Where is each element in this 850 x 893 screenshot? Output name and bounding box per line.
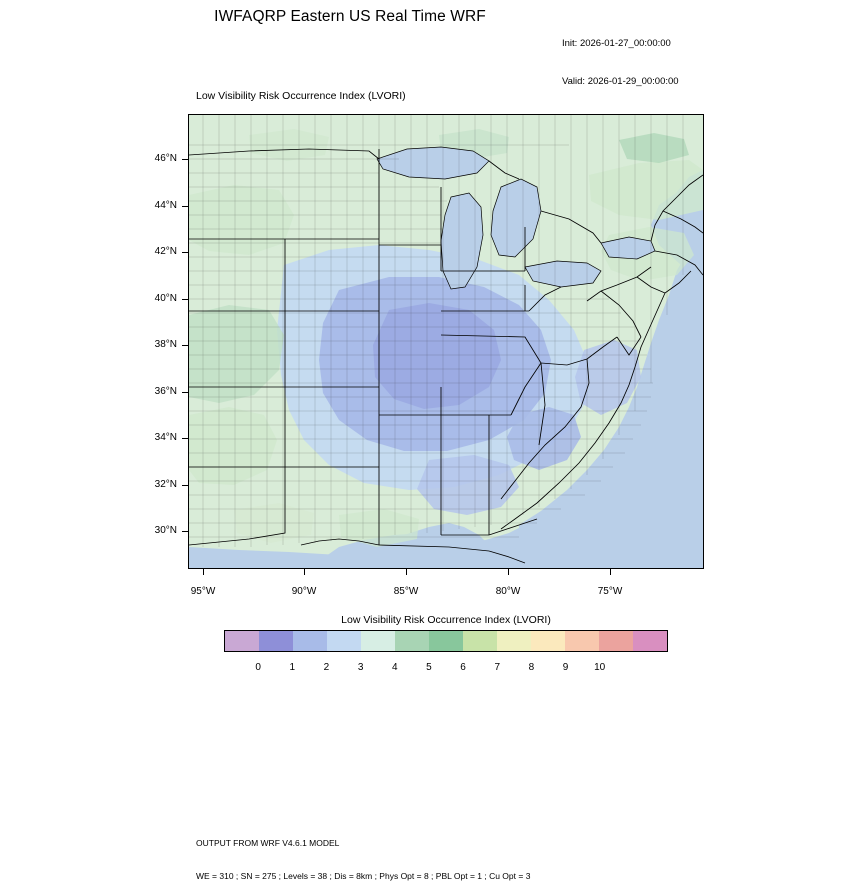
colorbar-tick-4: 4 xyxy=(391,662,398,673)
ytick-mark xyxy=(182,392,188,393)
colorbar-tick-0: 0 xyxy=(255,662,261,673)
colorbar-tick-10: 10 xyxy=(594,662,606,673)
xtick-label-80w: 80°W xyxy=(495,586,521,597)
colorbar-tick-9: 9 xyxy=(562,662,569,673)
ytick-label-40: 40°N xyxy=(154,293,177,304)
colorbar-swatch-4 xyxy=(361,631,395,651)
footer-line-2: WE = 310 ; SN = 275 ; Levels = 38 ; Dis = 8km ; Phys Opt = 8 ; PBL Opt = 1 ; Cu Opt = 3 xyxy=(196,871,531,881)
ytick-label-42: 42°N xyxy=(154,246,177,257)
ytick-label-36: 36°N xyxy=(154,386,177,397)
xtick-mark xyxy=(406,569,407,575)
ytick-mark xyxy=(182,159,188,160)
ytick-mark xyxy=(182,252,188,253)
valid-time: Valid: 2026-01-29_00:00:00 xyxy=(562,75,679,87)
ytick-mark xyxy=(182,531,188,532)
ytick-label-44: 44°N xyxy=(154,200,177,211)
colorbar-tick-5: 5 xyxy=(426,662,432,673)
colorbar-swatch-10 xyxy=(565,631,599,651)
xtick-label-75w: 75°W xyxy=(597,586,623,597)
colorbar-tick-8: 8 xyxy=(528,662,535,673)
ytick-label-34: 34°N xyxy=(154,432,177,443)
colorbar-swatch-0 xyxy=(225,631,259,651)
ytick-mark xyxy=(182,485,188,486)
colorbar-tick-1: 1 xyxy=(289,662,296,673)
ytick-mark xyxy=(182,206,188,207)
colorbar-swatch-1 xyxy=(259,631,293,651)
ytick-label-46: 46°N xyxy=(154,153,177,164)
colorbar-tick-7: 7 xyxy=(494,662,500,673)
xtick-mark xyxy=(508,569,509,575)
colorbar-tick-labels xyxy=(224,662,668,676)
colorbar xyxy=(224,630,668,652)
ytick-label-32: 32°N xyxy=(154,479,177,490)
footer-line-1: OUTPUT FROM WRF V4.6.1 MODEL xyxy=(196,838,340,848)
xtick-label-85w: 85°W xyxy=(393,586,419,597)
colorbar-swatch-5 xyxy=(395,631,429,651)
model-output-footer xyxy=(196,816,530,893)
ytick-mark xyxy=(182,299,188,300)
colorbar-swatch-7 xyxy=(463,631,497,651)
colorbar-swatch-6 xyxy=(429,631,463,651)
map-plot-area xyxy=(188,114,704,569)
model-run-info xyxy=(562,13,679,101)
xtick-mark xyxy=(203,569,204,575)
colorbar-title: Low Visibility Risk Occurrence Index (LVORI) xyxy=(341,614,551,626)
xtick-mark xyxy=(610,569,611,575)
xtick-label-95w: 95°W xyxy=(190,586,216,597)
xtick-label-90w: 90°W xyxy=(291,586,317,597)
colorbar-swatch-2 xyxy=(293,631,327,651)
ytick-label-30: 30°N xyxy=(154,525,177,536)
ytick-mark xyxy=(182,345,188,346)
colorbar-swatch-8 xyxy=(497,631,531,651)
ytick-label-38: 38°N xyxy=(154,339,177,350)
panel-label: Low Visibility Risk Occurrence Index (LVORI) xyxy=(196,90,406,102)
colorbar-swatch-12 xyxy=(633,631,667,651)
page-title: IWFAQRP Eastern US Real Time WRF xyxy=(214,8,486,25)
colorbar-tick-3: 3 xyxy=(357,662,364,673)
ytick-mark xyxy=(182,438,188,439)
colorbar-tick-2: 2 xyxy=(323,662,330,673)
colorbar-swatch-3 xyxy=(327,631,361,651)
init-time: Init: 2026-01-27_00:00:00 xyxy=(562,38,671,49)
colorbar-swatch-9 xyxy=(531,631,565,651)
colorbar-tick-6: 6 xyxy=(460,662,466,673)
xtick-mark xyxy=(304,569,305,575)
colorbar-swatch-11 xyxy=(599,631,633,651)
